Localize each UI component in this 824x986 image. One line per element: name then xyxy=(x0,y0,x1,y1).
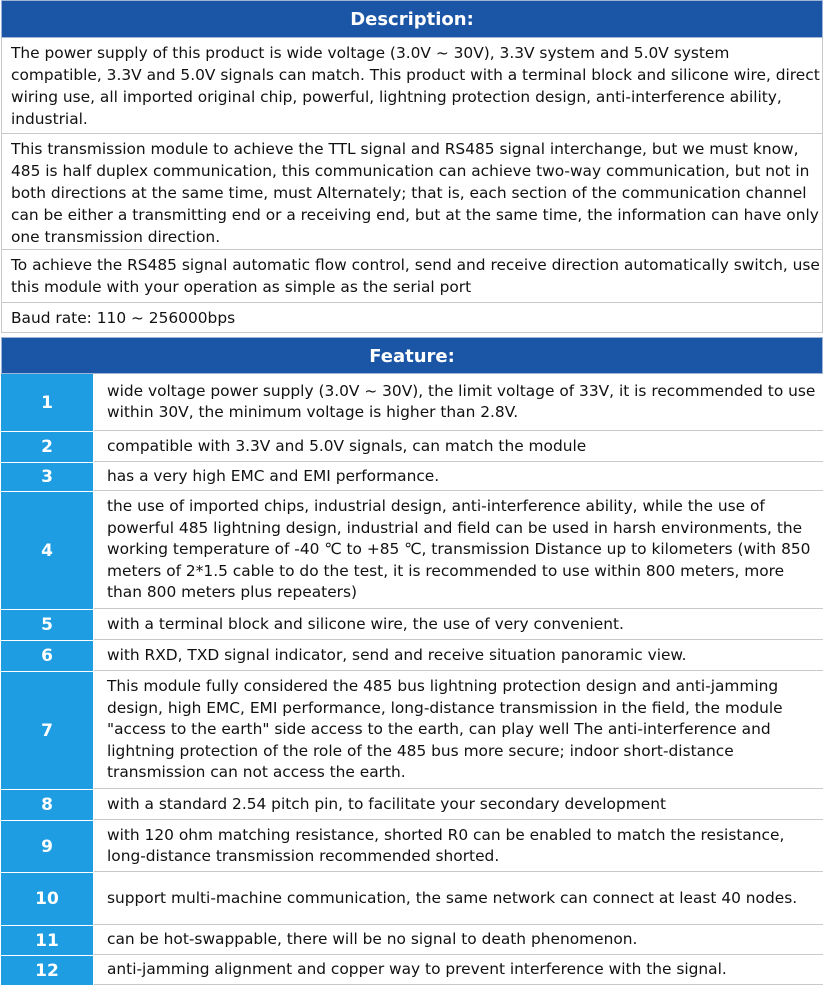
feature-text: has a very high EMC and EMI performance. xyxy=(94,463,823,491)
feature-number: 12 xyxy=(1,956,94,985)
feature-row xyxy=(1,492,823,610)
feature-text: This module fully considered the 485 bus lightning protection design and anti-jamming design, high EMC, EMI performance, long-distance transmission in the field, the module "access to the earth" side access to the earth, can play well The anti-interference and lightning protection of the role of the 485 bus more secure; indoor short-distance transmission can not access the earth. xyxy=(94,672,823,789)
feature-number: 1 xyxy=(1,374,94,431)
baud-rate: Baud rate: 110 ~ 256000bps xyxy=(1,303,823,333)
feature-row xyxy=(1,610,823,641)
feature-text: anti-jamming alignment and copper way to prevent interference with the signal. xyxy=(94,956,823,985)
feature-row xyxy=(1,672,823,790)
feature-row xyxy=(1,926,823,956)
feature-text: can be hot-swappable, there will be no signal to death phenomenon. xyxy=(94,926,823,955)
description-header: Description: xyxy=(1,0,823,38)
feature-number: 6 xyxy=(1,641,94,671)
feature-number: 2 xyxy=(1,432,94,462)
feature-number: 3 xyxy=(1,463,94,491)
description-paragraph: To achieve the RS485 signal automatic flow control, send and receive direction automatically switch, use this module with your operation as simple as the serial port xyxy=(1,250,823,303)
feature-text: with a terminal block and silicone wire, the use of very convenient. xyxy=(94,610,823,640)
feature-row xyxy=(1,432,823,463)
description-paragraph: This transmission module to achieve the TTL signal and RS485 signal interchange, but we must know, 485 is half duplex communication, this communication can achieve two-way communication, but not in both directions at the same time, must Alternately; that is, each section of the communication channel can be either a transmitting end or a receiving end, but at the same time, the information can have only one transmission direction. xyxy=(1,134,823,250)
feature-number: 11 xyxy=(1,926,94,955)
feature-number: 9 xyxy=(1,821,94,872)
feature-row xyxy=(1,821,823,873)
feature-number: 8 xyxy=(1,790,94,820)
feature-header: Feature: xyxy=(1,337,823,374)
spec-sheet xyxy=(1,0,823,986)
feature-text: with a standard 2.54 pitch pin, to facilitate your secondary development xyxy=(94,790,823,820)
feature-text: wide voltage power supply (3.0V ~ 30V), the limit voltage of 33V, it is recommended to use within 30V, the minimum voltage is higher than 2.8V. xyxy=(94,374,823,431)
feature-row xyxy=(1,641,823,672)
description-paragraph: The power supply of this product is wide voltage (3.0V ~ 30V), 3.3V system and 5.0V system compatible, 3.3V and 5.0V signals can match. This product with a terminal block and silicone wire, direct wiring use, all imported original chip, powerful, lightning protection design, anti-interference ability, industrial. xyxy=(1,38,823,134)
feature-text: the use of imported chips, industrial design, anti-interference ability, while the use of powerful 485 lightning design, industrial and field can be used in harsh environments, the working temperature of -40 ℃ to +85 ℃, transmission Distance up to kilometers (with 850 meters of 2*1.5 cable to do the test, it is recommended to use within 800 meters, more than 800 meters plus repeaters) xyxy=(94,492,823,609)
feature-number: 7 xyxy=(1,672,94,789)
feature-row xyxy=(1,790,823,821)
feature-text: with 120 ohm matching resistance, shorted R0 can be enabled to match the resistance, long-distance transmission recommended shorted. xyxy=(94,821,823,872)
feature-number: 5 xyxy=(1,610,94,640)
feature-text: compatible with 3.3V and 5.0V signals, can match the module xyxy=(94,432,823,462)
feature-number: 10 xyxy=(1,873,94,925)
feature-row xyxy=(1,956,823,986)
feature-row xyxy=(1,463,823,492)
feature-number: 4 xyxy=(1,492,94,609)
feature-row xyxy=(1,374,823,432)
feature-text: with RXD, TXD signal indicator, send and receive situation panoramic view. xyxy=(94,641,823,671)
feature-text: support multi-machine communication, the same network can connect at least 40 nodes. xyxy=(94,873,823,925)
feature-row xyxy=(1,873,823,926)
